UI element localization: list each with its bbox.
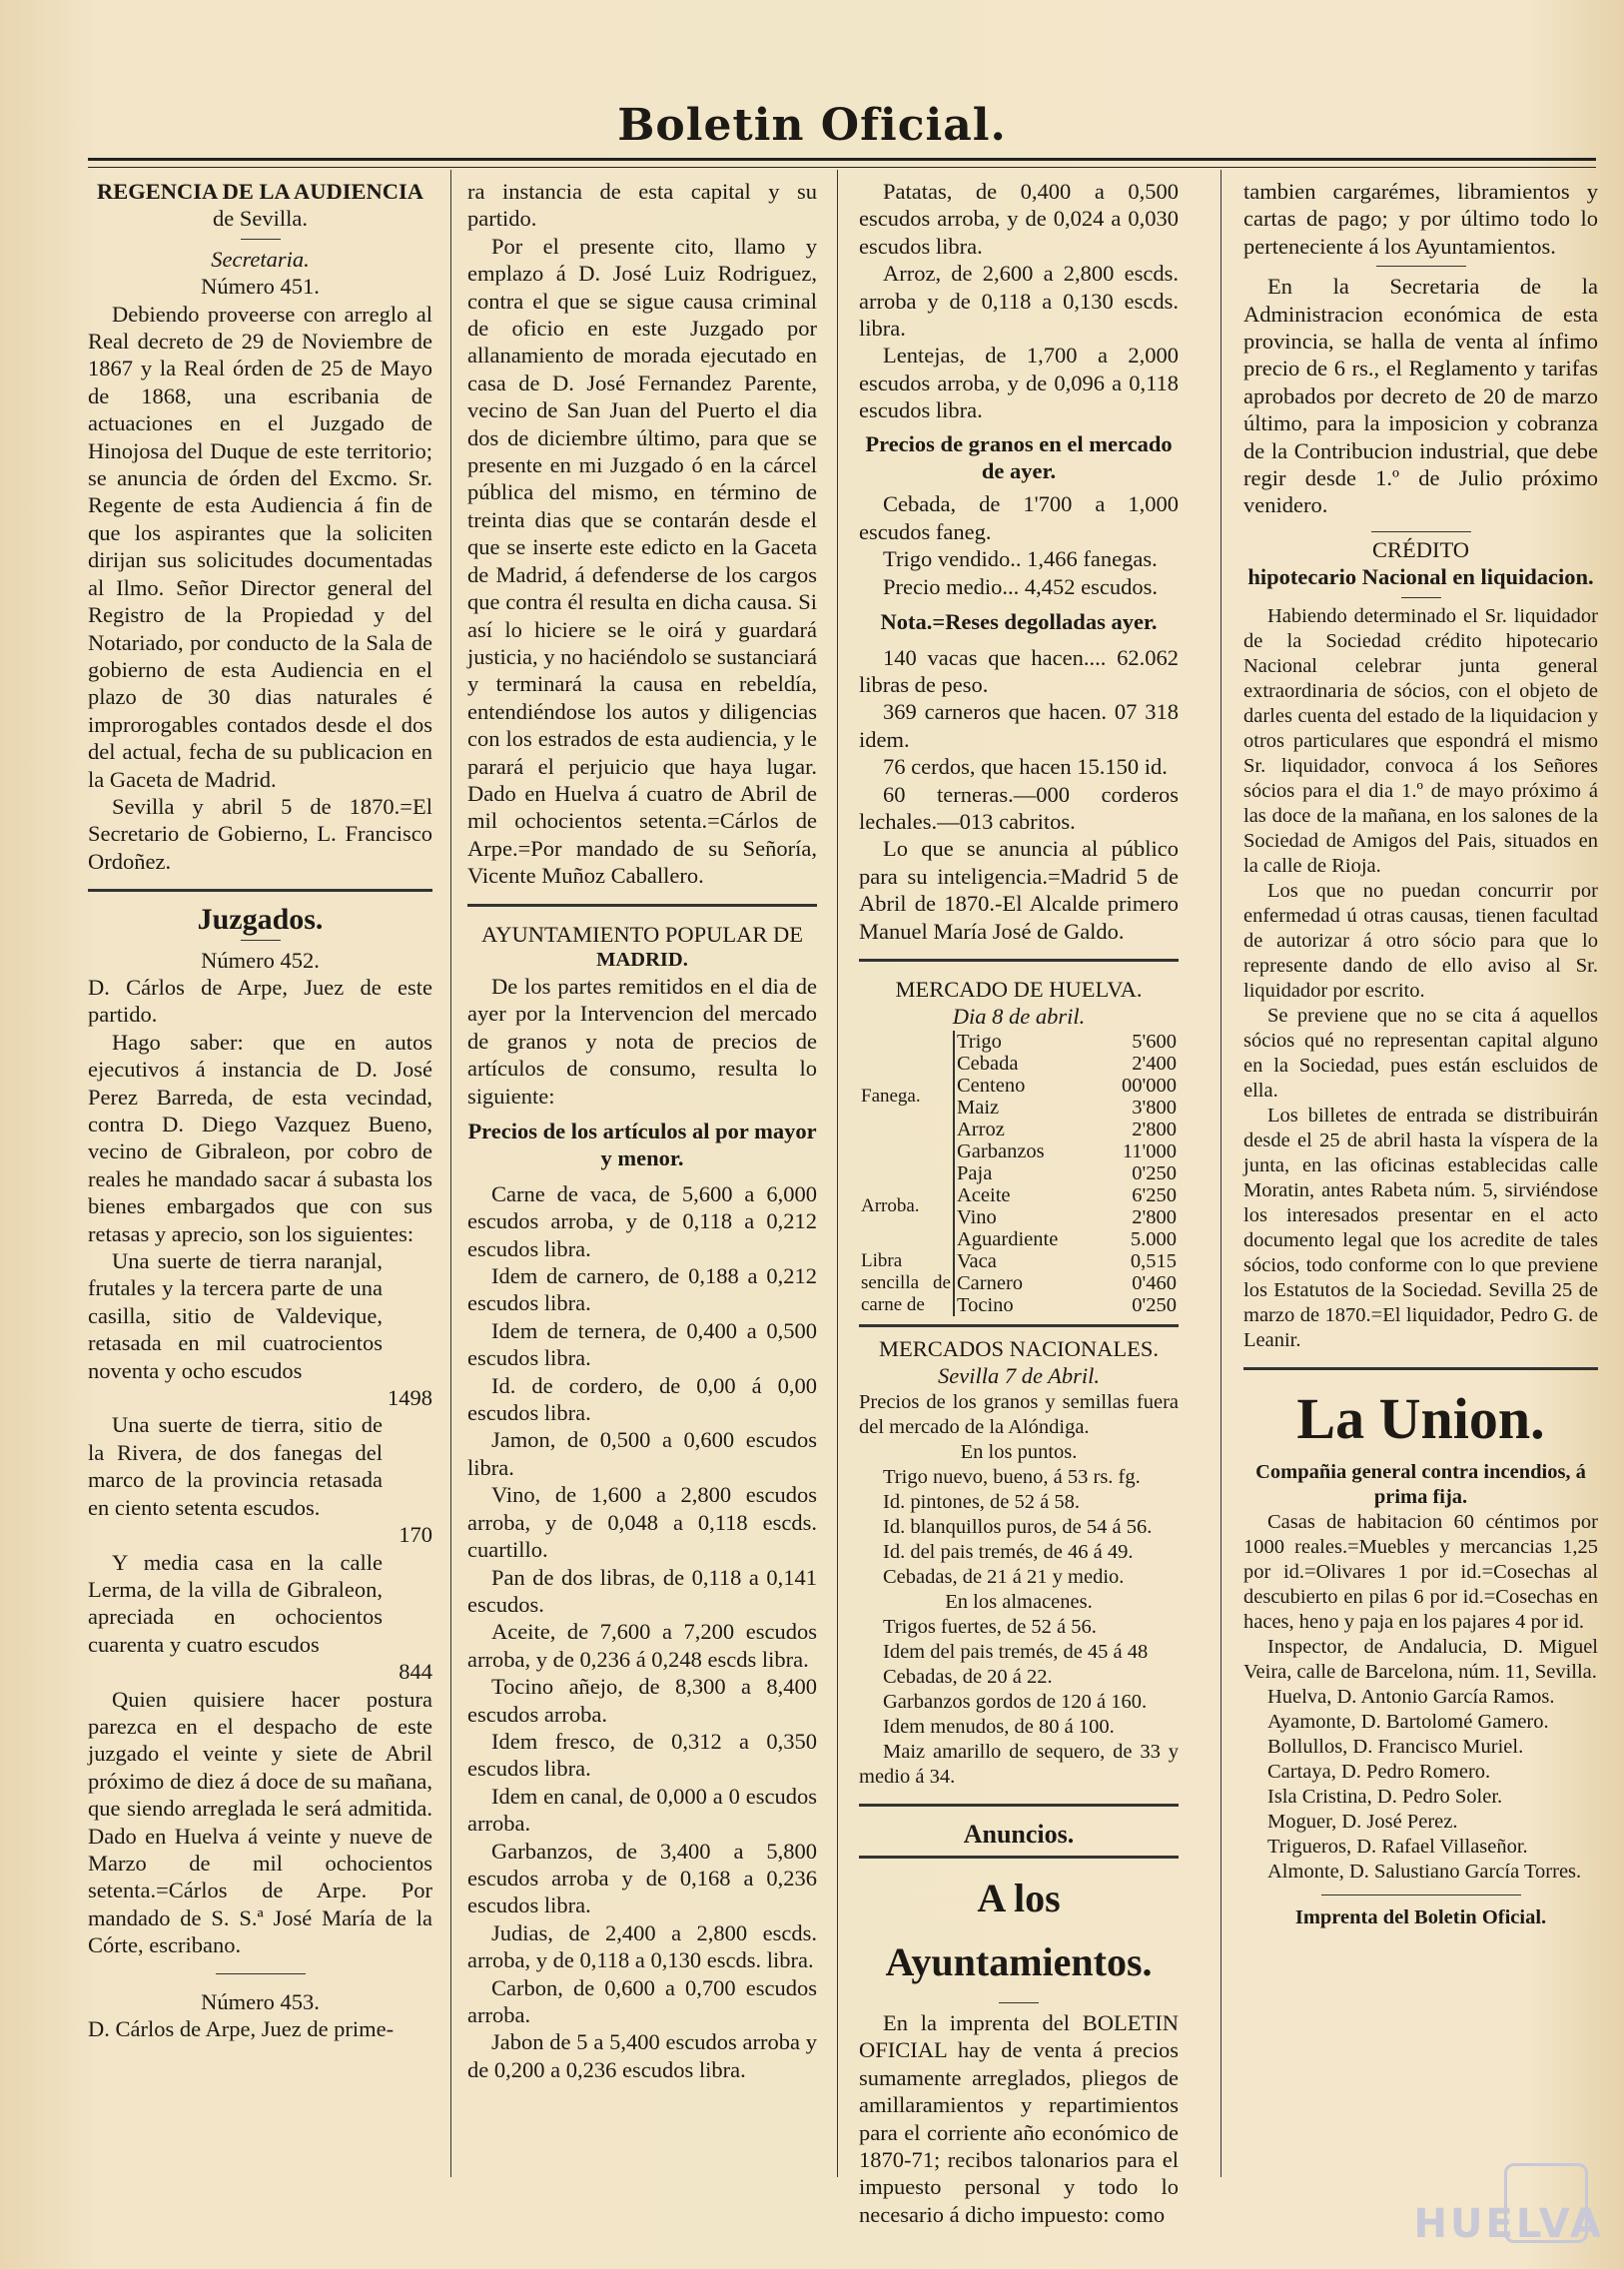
heading-mercados-nacionales: MERCADOS NACIONALES. bbox=[878, 1335, 1160, 1361]
price-line: 140 vacas que hacen.... 62.062 libras de peso. bbox=[859, 644, 1179, 697]
market-item-name: Tocino bbox=[954, 1294, 1099, 1316]
column-4 bbox=[1243, 178, 1598, 1930]
notice-paragraph: Habiendo determinado el Sr. liquidador de la Sociedad crédito hipotecario Nacional celebrar junta general extraordinaria de sócios, con el objeto de darles cuenta del estado de la liquidacion y otros particulares que espondrá el mismo Sr. liquidador, convoca á los Señores sócios para el dia 1.º de mayo próximo á las doce de la mañana, en los salones de la Sociedad de Amigos del Pais, situados en la calle de Rioja. bbox=[1243, 604, 1598, 877]
notice-paragraph: tambien cargarémes, libramientos y cartas de pago; y por último todo lo perteneciente á los Ayuntamientos. bbox=[1243, 179, 1598, 259]
market-date: Sevilla 7 de Abril. bbox=[937, 1363, 1101, 1389]
notice-paragraph: En la Secretaria de la Administracion económica de esta provincia, se halla de venta al ínfimo precio de 6 rs., el Reglamento y tarifas aprobados por decreto de 20 de marzo último, para la imposicion y cobranza de la Contribucion industrial, que debe regir desde 1.º de Julio próximo venidero. bbox=[1243, 274, 1598, 518]
market-row bbox=[859, 1162, 1179, 1184]
agent-line: Trigueros, D. Rafael Villaseñor. bbox=[1267, 1835, 1528, 1858]
divider bbox=[241, 940, 281, 941]
subheading-secretaria: Secretaria. bbox=[211, 246, 310, 272]
ad-title: A los Ayuntamientos. bbox=[885, 1876, 1153, 1984]
agent-line: Bollullos, D. Francisco Muriel. bbox=[1267, 1735, 1524, 1758]
notice-paragraph: Por el presente cito, llamo y emplazo á D. José Luiz Rodriguez, contra el que se sigue causa criminal de oficio en este Juzgado por allanamiento de morada ejecutado en casa de D. José Fernandez Parente, vecino de San Juan del Puerto el dia dos de diciembre último, para que se presente en mi Juzgado ó en la cárcel pública del mismo, en término de treinta dias que se contarán desde el que se inserte este edicto en la Gaceta de Madrid, á defenderse de los cargos que contra él resulta en dicha causa. Si así lo hiciere se le oirá y guardará justicia, y no haciéndolo se sustanciará y terminará la causa en rebeldía, entendiéndose los autos y diligencias con los estrados de esta audiencia, y le parará el perjuicio que haya lugar. Dado en Huelva á cuatro de Abril de mil ochocientos setenta.=Cárlos de Arpe.=Por mandado de su Señoría, Vicente Muñoz Caballero. bbox=[467, 233, 817, 889]
divider bbox=[241, 239, 281, 240]
divider bbox=[1321, 1894, 1521, 1895]
notice-paragraph: Se previene que no se cita á aquellos sócios qué no representan capital alguno en la Sociedad, pues están escluidos de ella. bbox=[1243, 1004, 1598, 1102]
notice-paragraph: De los partes remitidos en el dia de ayer por la Intervencion del mercado de granos y nota de precios de artículos de consumo, resulta lo siguiente: bbox=[467, 973, 817, 1109]
masthead-title: Boletin Oficial. bbox=[617, 100, 1007, 151]
market-item-name: Arroz bbox=[954, 1119, 1099, 1140]
market-item-value: 6'250 bbox=[1132, 1183, 1177, 1206]
notice-paragraph: D. Cárlos de Arpe, Juez de prime- bbox=[88, 2016, 395, 2041]
agent-line: Almonte, D. Salustiano García Torres. bbox=[1267, 1860, 1582, 1883]
price-line: Vino, de 1,600 a 2,800 escudos arroba, y de 0,048 a 0,118 escds. cuartillo. bbox=[467, 1482, 817, 1563]
watermark-huelva: HUELVA bbox=[1413, 2201, 1604, 2247]
notice-paragraph: Debiendo proveerse con arreglo al Real decreto de 29 de Noviembre de 1867 y la Real órden de 25 de Mayo de 1868, una escribania de actuaciones en el Juzgado de Hinojosa del Duque de este territorio; se anuncia de órden del Excmo. Sr. Regente de esta Audiencia á fin de que los aspirantes que la soliciten dirijan sus solicitudes documentadas al Ilmo. Señor Director general del Registro de la Propiedad y del Notariado, por conducto de la Sala de gobierno de esta Audiencia en el plazo de 30 dias naturales é improrogables contados desde el dos del actual, fecha de su publicacion en la Gaceta de Madrid. bbox=[88, 301, 432, 792]
ad-subtitle: Compañia general contra incendios, á prima fija. bbox=[1255, 1460, 1586, 1508]
subheading-madrid: MADRID. bbox=[596, 948, 688, 971]
notice-paragraph: Hago saber: que en autos ejecutivos á instancia de D. José Perez Barreda, de esta vecindad, contra D. Diego Vazquez Bueno, vecino de Gibraleon, por cobro de reales he mandado sacar á subasta los bienes embargados que con sus retasas y aprecio, son los siguientes: bbox=[88, 1029, 432, 1246]
price-line: Carne de vaca, de 5,600 a 6,000 escudos arroba, y de 0,118 a 0,212 escudos libra. bbox=[467, 1180, 817, 1261]
price-line: Lentejas, de 1,700 a 2,000 escudos arroba, y de 0,096 a 0,118 escudos libra. bbox=[859, 343, 1179, 423]
market-item-name: Cebada bbox=[954, 1053, 1099, 1075]
price-line: Garbanzos, de 3,400 a 5,800 escudos arroba y de 0,168 a 0,236 escudos libra. bbox=[467, 1838, 817, 1918]
notice-paragraph: Quien quisiere hacer postura parezca en el despacho de este juzgado el veinte y siete de Abril próximo de diez á doce de su mañana, que siendo arreglada le será admitida. Dado en Huelva á veinte y nueve de Marzo de mil ochocientos setenta.=Cárlos de Arpe. Por mandado de S. S.ª José María de la Córte, escribano. bbox=[88, 1686, 432, 1958]
price-line: Carbon, de 0,600 a 0,700 escudos arroba. bbox=[467, 1974, 817, 2027]
property-value: 170 bbox=[399, 1522, 432, 1548]
market-group-label: Libra sencilla de carne de bbox=[861, 1249, 951, 1315]
divider bbox=[88, 889, 432, 892]
section-juzgados: Juzgados. bbox=[197, 903, 324, 937]
property-item: Una suerte de tierra naranjal, frutales y la tercera parte de una casilla, sitio de Valdevique, retasada en mil cuatrocientos noventa y ocho escudos bbox=[88, 1248, 383, 1383]
price-line: Idem de ternera, de 0,400 a 0,500 escudos libra. bbox=[467, 1317, 817, 1371]
notice-number: Número 452. bbox=[201, 947, 320, 973]
notice-number: Número 451. bbox=[201, 274, 320, 300]
price-line: Cebada, de 1'700 a 1,000 escudos faneg. bbox=[859, 491, 1179, 544]
property-value: 1498 bbox=[388, 1385, 432, 1411]
agent-line: Huelva, D. Antonio García Ramos. bbox=[1267, 1685, 1555, 1708]
market-item-name: Aceite bbox=[954, 1184, 1099, 1206]
ad-paragraph: En la imprenta del BOLETIN OFICIAL hay de venta á precios sumamente arreglados, pliegos de amillaramientos y repartimientos para el corriente año económico de 1870-71; recibos talonarios para el impuesto personal y todo lo necesario á dicho impuesto: como bbox=[859, 2010, 1179, 2227]
column-3 bbox=[859, 178, 1179, 2228]
market-item-value: 0'250 bbox=[1132, 1161, 1177, 1184]
price-line: Precio medio... 4,452 escudos. bbox=[883, 573, 1158, 599]
notice-paragraph: Los que no puedan concurrir por enfermedad ú otras causas, tienen facultad de autorizar á otro sócio para que lo represente dando de ello aviso al Sr. liquidador por escrito. bbox=[1243, 879, 1598, 1002]
ad-title-la-union: La Union. bbox=[1296, 1385, 1545, 1451]
divider bbox=[1371, 531, 1471, 532]
subheading-hipotecario: hipotecario Nacional en liquidacion. bbox=[1247, 564, 1594, 590]
column-1 bbox=[88, 178, 432, 2042]
market-item-value: 0'250 bbox=[1132, 1293, 1177, 1316]
column-2 bbox=[467, 178, 817, 2083]
market-item-name: Trigo bbox=[954, 1031, 1099, 1053]
market-item-value: 2'800 bbox=[1132, 1118, 1177, 1140]
property-item: Una suerte de tierra, sitio de la Rivera, de dos fanegas del marco de la provincia retasada en ciento setenta escudos. bbox=[88, 1412, 383, 1520]
market-row bbox=[859, 1250, 1179, 1272]
price-line: Idem fresco, de 0,312 a 0,350 escudos libra. bbox=[467, 1728, 817, 1782]
divider bbox=[216, 1973, 306, 1974]
market-date: Dia 8 de abril. bbox=[952, 1004, 1086, 1030]
agent-line: Cartaya, D. Pedro Romero. bbox=[1267, 1760, 1491, 1783]
heading-credito: CRÉDITO bbox=[1371, 536, 1470, 562]
price-line: Trigo nuevo, bueno, á 53 rs. fg. bbox=[883, 1465, 1141, 1488]
notice-number: Número 453. bbox=[201, 1988, 320, 2014]
column-divider bbox=[1220, 170, 1221, 2177]
market-group-label: Arroba. bbox=[861, 1194, 920, 1216]
price-list bbox=[859, 1615, 1179, 1790]
divider bbox=[859, 1804, 1179, 1807]
price-line: Id. pintones, de 52 á 58. bbox=[883, 1490, 1080, 1513]
market-item-value: 2'400 bbox=[1132, 1052, 1177, 1075]
market-item-name: Garbanzos bbox=[954, 1140, 1099, 1162]
heading-mercado-huelva: MERCADO DE HUELVA. bbox=[895, 976, 1143, 1002]
subheading: En los puntos. bbox=[960, 1440, 1078, 1463]
price-line: Id. del pais tremés, de 46 á 49. bbox=[883, 1540, 1134, 1563]
price-line: Cebadas, de 20 á 22. bbox=[883, 1665, 1053, 1688]
heading-granos: Precios de granos en el mercado de ayer. bbox=[865, 430, 1173, 484]
price-line: Trigos fuertes, de 52 á 56. bbox=[883, 1615, 1097, 1638]
section-anuncios: Anuncios. bbox=[963, 1819, 1075, 1849]
heading-regencia: REGENCIA DE LA AUDIENCIA bbox=[97, 179, 423, 204]
price-list bbox=[467, 1180, 817, 2083]
notice-signature: Sevilla y abril 5 de 1870.=El Secretario de Gobierno, L. Francisco Ordoñez. bbox=[88, 793, 432, 874]
price-line: 76 cerdos, que hacen 15.150 id. bbox=[883, 754, 1168, 780]
notice-paragraph: Precios de los granos y semillas fuera del mercado de la Alóndiga. bbox=[859, 1390, 1179, 1438]
price-line: Cebadas, de 21 á 21 y medio. bbox=[883, 1565, 1125, 1588]
market-item-name: Centeno bbox=[954, 1075, 1099, 1097]
printer-footer: Imprenta del Boletin Oficial. bbox=[1294, 1905, 1547, 1928]
notice-paragraph: Los billetes de entrada se distribuirán desde el 25 de abril hasta la víspera de la junta, en las oficinas establecidas calle Moratin, antes Rabeta núm. 5, sirviéndose los interesados presentar en el acto documento legal que los acredite de tales sócios, todo conforme con lo que previene los Estatutos de la Sociedad. Sevilla 25 de marzo de 1870.=El liquidador, Pedro G. de Leanir. bbox=[1243, 1104, 1598, 1351]
property-item: Y media casa en la calle Lerma, de la villa de Gibraleon, apreciada en ochocientos cuarenta y cuatro escudos bbox=[88, 1549, 383, 1657]
price-line: Aceite, de 7,600 a 7,200 escudos arroba, y de 0,236 á 0,248 escds libra. bbox=[467, 1619, 817, 1672]
price-line: Jabon de 5 a 5,400 escudos arroba y de 0,200 a 0,236 escudos libra. bbox=[467, 2029, 817, 2082]
market-item-name: Vaca bbox=[954, 1250, 1099, 1272]
subheading: En los almacenes. bbox=[945, 1590, 1093, 1613]
price-line: Id. de cordero, de 0,00 á 0,00 escudos libra. bbox=[467, 1372, 817, 1426]
divider bbox=[859, 1324, 1179, 1327]
agent-line: Inspector, de Andalucia, D. Miguel Veira, calle de Barcelona, núm. 11, Sevilla. bbox=[1243, 1635, 1598, 1683]
price-line: Patatas, de 0,400 a 0,500 escudos arroba, y de 0,024 a 0,030 escudos libra. bbox=[859, 179, 1179, 259]
divider bbox=[859, 1856, 1179, 1859]
market-row bbox=[859, 1031, 1179, 1053]
column-divider bbox=[837, 170, 838, 2177]
price-line: Judias, de 2,400 a 2,800 escds. arroba, y de 0,118 a 0,130 escds. libra. bbox=[467, 1919, 817, 1973]
market-group-label: Fanega. bbox=[861, 1085, 921, 1107]
price-line: Id. blanquillos puros, de 54 á 56. bbox=[883, 1515, 1153, 1538]
market-item-value: 5'600 bbox=[1132, 1030, 1177, 1053]
market-item-name: Aguardiente bbox=[954, 1228, 1099, 1250]
divider bbox=[859, 959, 1179, 962]
agent-line: Isla Cristina, D. Pedro Soler. bbox=[1267, 1785, 1503, 1808]
price-line: Idem menudos, de 80 á 100. bbox=[883, 1715, 1115, 1738]
price-line: 369 carneros que hacen. 07 318 idem. bbox=[859, 699, 1179, 752]
column-divider bbox=[450, 170, 451, 2177]
notice-paragraph: Lo que se anuncia al público para su inteligencia.=Madrid 5 de Abril de 1870.-El Alcalde primero Manuel María José de Galdo. bbox=[859, 836, 1179, 944]
price-line: Maiz amarillo de sequero, de 33 y medio á 34. bbox=[859, 1740, 1179, 1788]
price-line: Garbanzos gordos de 120 á 160. bbox=[883, 1690, 1148, 1713]
heading-ayuntamiento: AYUNTAMIENTO POPULAR DE bbox=[481, 921, 803, 947]
market-item-value: 0'460 bbox=[1132, 1271, 1177, 1294]
price-line: Tocino añejo, de 8,300 a 8,400 escudos arroba. bbox=[467, 1674, 817, 1727]
market-item-value: 3'800 bbox=[1132, 1096, 1177, 1119]
market-item-name: Maiz bbox=[954, 1097, 1099, 1119]
market-item-value: 2'800 bbox=[1132, 1205, 1177, 1228]
price-list bbox=[859, 178, 1179, 424]
price-line: Idem en canal, de 0,000 a 0 escudos arroba. bbox=[467, 1783, 817, 1837]
heading-reses: Nota.=Reses degolladas ayer. bbox=[880, 609, 1158, 635]
market-item-value: 00'000 bbox=[1122, 1074, 1177, 1097]
price-line: Jamon, de 0,500 a 0,600 escudos libra. bbox=[467, 1427, 817, 1480]
market-item-value: 0,515 bbox=[1130, 1249, 1177, 1272]
subheading-sevilla: de Sevilla. bbox=[213, 206, 308, 232]
price-line: Idem del pais tremés, de 45 á 48 bbox=[883, 1640, 1149, 1663]
market-item-value: 5.000 bbox=[1130, 1227, 1177, 1250]
notice-paragraph: ra instancia de esta capital y su partido. bbox=[467, 179, 817, 232]
price-line: 60 terneras.—000 corderos lechales.—013 cabritos. bbox=[859, 781, 1179, 834]
agent-list bbox=[1243, 1635, 1598, 1885]
market-item-value: 11'000 bbox=[1122, 1139, 1177, 1162]
market-item-name: Paja bbox=[954, 1162, 1099, 1184]
ad-paragraph: Casas de habitacion 60 céntimos por 1000 reales.=Muebles y mercancias 1,25 por id.=Olivares 1 por id.=Cosechas al descubierto en pilas 6 por id.=Cosechas en haces, heno y paja en los pajares 4 por id. bbox=[1243, 1510, 1598, 1633]
divider bbox=[467, 904, 817, 907]
divider bbox=[1243, 1367, 1598, 1370]
divider bbox=[1401, 597, 1441, 598]
market-item-name: Carnero bbox=[954, 1272, 1099, 1294]
property-value: 844 bbox=[399, 1659, 432, 1685]
price-list bbox=[859, 1465, 1179, 1590]
heading-precios: Precios de los artículos al por mayor y menor. bbox=[467, 1119, 817, 1171]
masthead-rule bbox=[88, 158, 1596, 168]
agent-line: Moguer, D. José Perez. bbox=[1267, 1810, 1458, 1833]
market-table bbox=[859, 1031, 1179, 1316]
agent-line: Ayamonte, D. Bartolomé Gamero. bbox=[1267, 1710, 1549, 1733]
price-line: Arroz, de 2,600 a 2,800 escds. arroba y de 0,118 a 0,130 escds. libra. bbox=[859, 261, 1179, 342]
divider bbox=[999, 2002, 1039, 2003]
price-line: Trigo vendido.. 1,466 fanegas. bbox=[883, 546, 1158, 572]
divider bbox=[1376, 266, 1466, 267]
notice-paragraph: D. Cárlos de Arpe, Juez de este partido. bbox=[88, 974, 432, 1028]
price-line: Pan de dos libras, de 0,118 a 0,141 escudos. bbox=[467, 1564, 817, 1617]
market-item-name: Vino bbox=[954, 1206, 1099, 1228]
price-line: Idem de carnero, de 0,188 a 0,212 escudos libra. bbox=[467, 1263, 817, 1316]
